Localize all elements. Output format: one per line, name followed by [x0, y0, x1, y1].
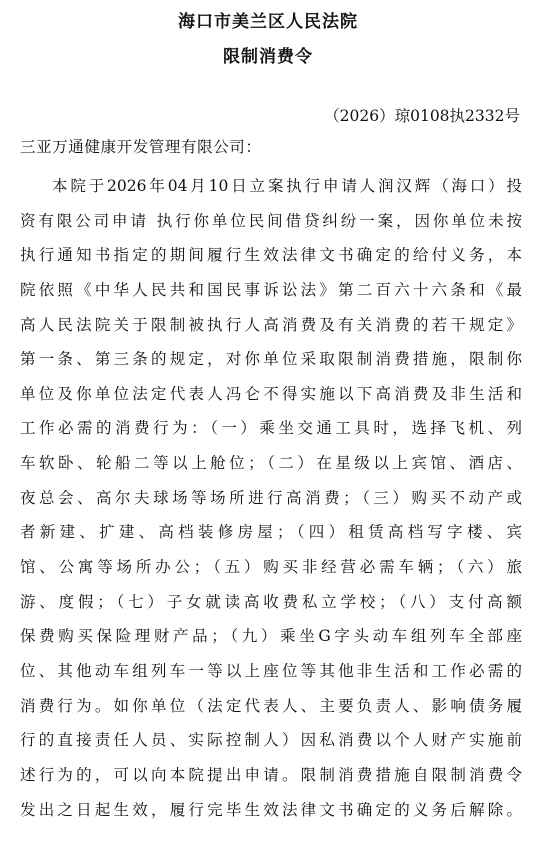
body-line: 馆、公寓等场所办公；（五）购买非经营必需车辆；（六）旅 — [20, 558, 522, 577]
body-line: 者新建、扩建、高档装修房屋；（四）租赁高档写字楼、宾 — [20, 523, 522, 542]
body-line: 本院于2026年04月10日立案执行申请人润汉辉（海口）投 — [52, 177, 522, 195]
body-text — [20, 172, 522, 830]
body-line: 消费行为。如你单位（法定代表人、主要负责人、影响债务履 — [20, 696, 522, 715]
body-line: 述行为的，可以向本院提出申请。限制消费措施自限制消费令 — [20, 765, 522, 784]
body-line: 执行通知书指定的期间履行生效法律文书确定的给付义务，本 — [20, 246, 522, 265]
body-line: 行的直接责任人员、实际控制人）因私消费以个人财产实施前 — [20, 731, 522, 750]
addressee: 三亚万通健康开发管理有限公司： — [20, 138, 262, 156]
body-line: 资有限公司申请 执行你单位民间借贷纠纷一案，因你单位未按 — [20, 211, 522, 230]
case-number: （2026）琼0108执2332号 — [324, 107, 520, 125]
body-line: 车软卧、轮船二等以上舱位；（二）在星级以上宾馆、酒店、 — [20, 454, 522, 473]
body-line: 院依照《中华人民共和国民事诉讼法》第二百六十六条和《最 — [20, 280, 522, 299]
court-name: 海口市美兰区人民法院 — [178, 12, 358, 32]
body-line: 保费购买保险理财产品；（九）乘坐G字头动车组列车全部座 — [20, 627, 522, 646]
body-line: 游、度假；（七）子女就读高收费私立学校；（八）支付高额 — [20, 592, 522, 611]
body-line: 高人民法院关于限制被执行人高消费及有关消费的若干规定》 — [20, 315, 522, 334]
body-line: 夜总会、高尔夫球场等场所进行高消费；（三）购买不动产或 — [20, 488, 522, 507]
body-line: 发出之日起生效，履行完毕生效法律文书确定的义务后解除。 — [20, 800, 522, 819]
body-line: 工作必需的消费行为：（一）乘坐交通工具时，选择飞机、列 — [20, 419, 522, 438]
body-line: 第一条、第三条的规定，对你单位采取限制消费措施，限制你 — [20, 350, 522, 369]
document-title: 限制消费令 — [223, 47, 313, 67]
body-line: 位、其他动车组列车一等以上座位等其他非生活和工作必需的 — [20, 661, 522, 680]
body-line: 单位及你单位法定代表人冯仑不得实施以下高消费及非生活和 — [20, 384, 522, 403]
